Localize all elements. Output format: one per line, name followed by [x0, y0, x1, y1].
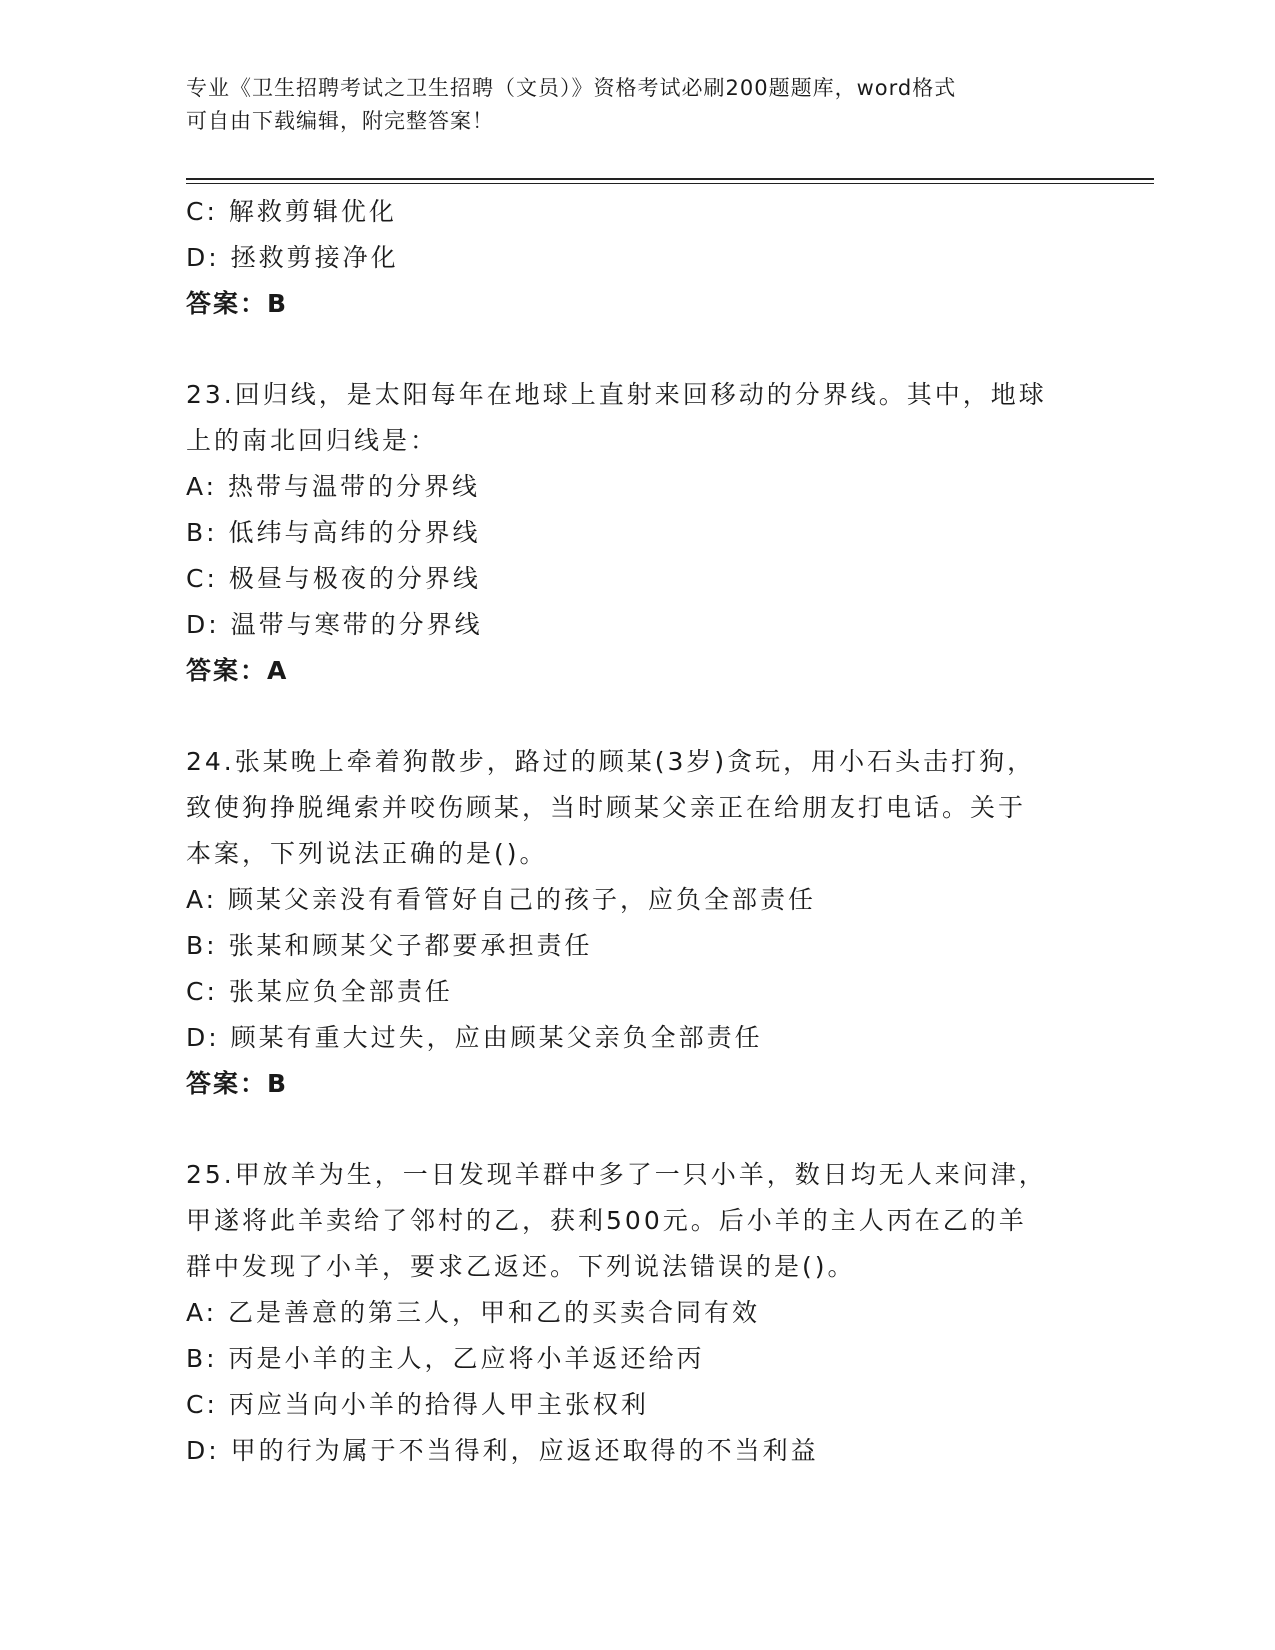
header-divider-thick: [186, 178, 1154, 180]
answer-line: 答案：A: [186, 656, 289, 685]
question-stem: 24.张某晚上牵着狗散步，路过的顾某(3岁)贪玩，用小石头击打狗，: [186, 747, 1036, 776]
question-23: [186, 372, 1086, 694]
option-b: B: 张某和顾某父子都要承担责任: [186, 931, 593, 960]
question-stem: 群中发现了小羊，要求乙返还。下列说法错误的是()。: [186, 1252, 856, 1281]
question-stem: 上的南北回归线是：: [186, 426, 439, 455]
question-list: [186, 189, 1086, 1474]
option-d: D: 甲的行为属于不当得利，应返还取得的不当利益: [186, 1436, 819, 1465]
answer-line: 答案：B: [186, 1069, 289, 1098]
option-d: D: 拯救剪接净化: [186, 243, 399, 272]
question-stem: 甲遂将此羊卖给了邻村的乙，获利500元。后小羊的主人丙在乙的羊: [186, 1206, 1027, 1235]
header-divider-thin: [186, 183, 1154, 184]
header-title-line1: 专业《卫生招聘考试之卫生招聘（文员）》资格考试必刷200题题库，word格式: [186, 76, 957, 100]
option-a: A: 顾某父亲没有看管好自己的孩子，应负全部责任: [186, 885, 817, 914]
option-d: D: 顾某有重大过失，应由顾某父亲负全部责任: [186, 1023, 763, 1052]
option-c: C: 解救剪辑优化: [186, 197, 397, 226]
answer-line: 答案：B: [186, 289, 289, 318]
option-c: C: 极昼与极夜的分界线: [186, 564, 481, 593]
header-title-line2: 可自由下载编辑，附完整答案！: [186, 109, 494, 133]
question-stem: 25.甲放羊为生，一日发现羊群中多了一只小羊，数日均无人来问津，: [186, 1160, 1047, 1189]
option-b: B: 低纬与高纬的分界线: [186, 518, 481, 547]
question-24: [186, 739, 1086, 1107]
question-stem: 23.回归线，是太阳每年在地球上直射来回移动的分界线。其中，地球: [186, 380, 1047, 409]
option-a: A: 热带与温带的分界线: [186, 472, 481, 501]
option-d: D: 温带与寒带的分界线: [186, 610, 483, 639]
question-25: [186, 1152, 1086, 1474]
option-c: C: 张某应负全部责任: [186, 977, 453, 1006]
question-stem: 本案，下列说法正确的是()。: [186, 839, 548, 868]
document-header: [186, 72, 1086, 138]
option-c: C: 丙应当向小羊的拾得人甲主张权利: [186, 1390, 649, 1419]
question-22: [186, 189, 1086, 327]
question-stem: 致使狗挣脱绳索并咬伤顾某，当时顾某父亲正在给朋友打电话。关于: [186, 793, 1027, 822]
option-a: A: 乙是善意的第三人，甲和乙的买卖合同有效: [186, 1298, 761, 1327]
option-b: B: 丙是小羊的主人，乙应将小羊返还给丙: [186, 1344, 705, 1373]
